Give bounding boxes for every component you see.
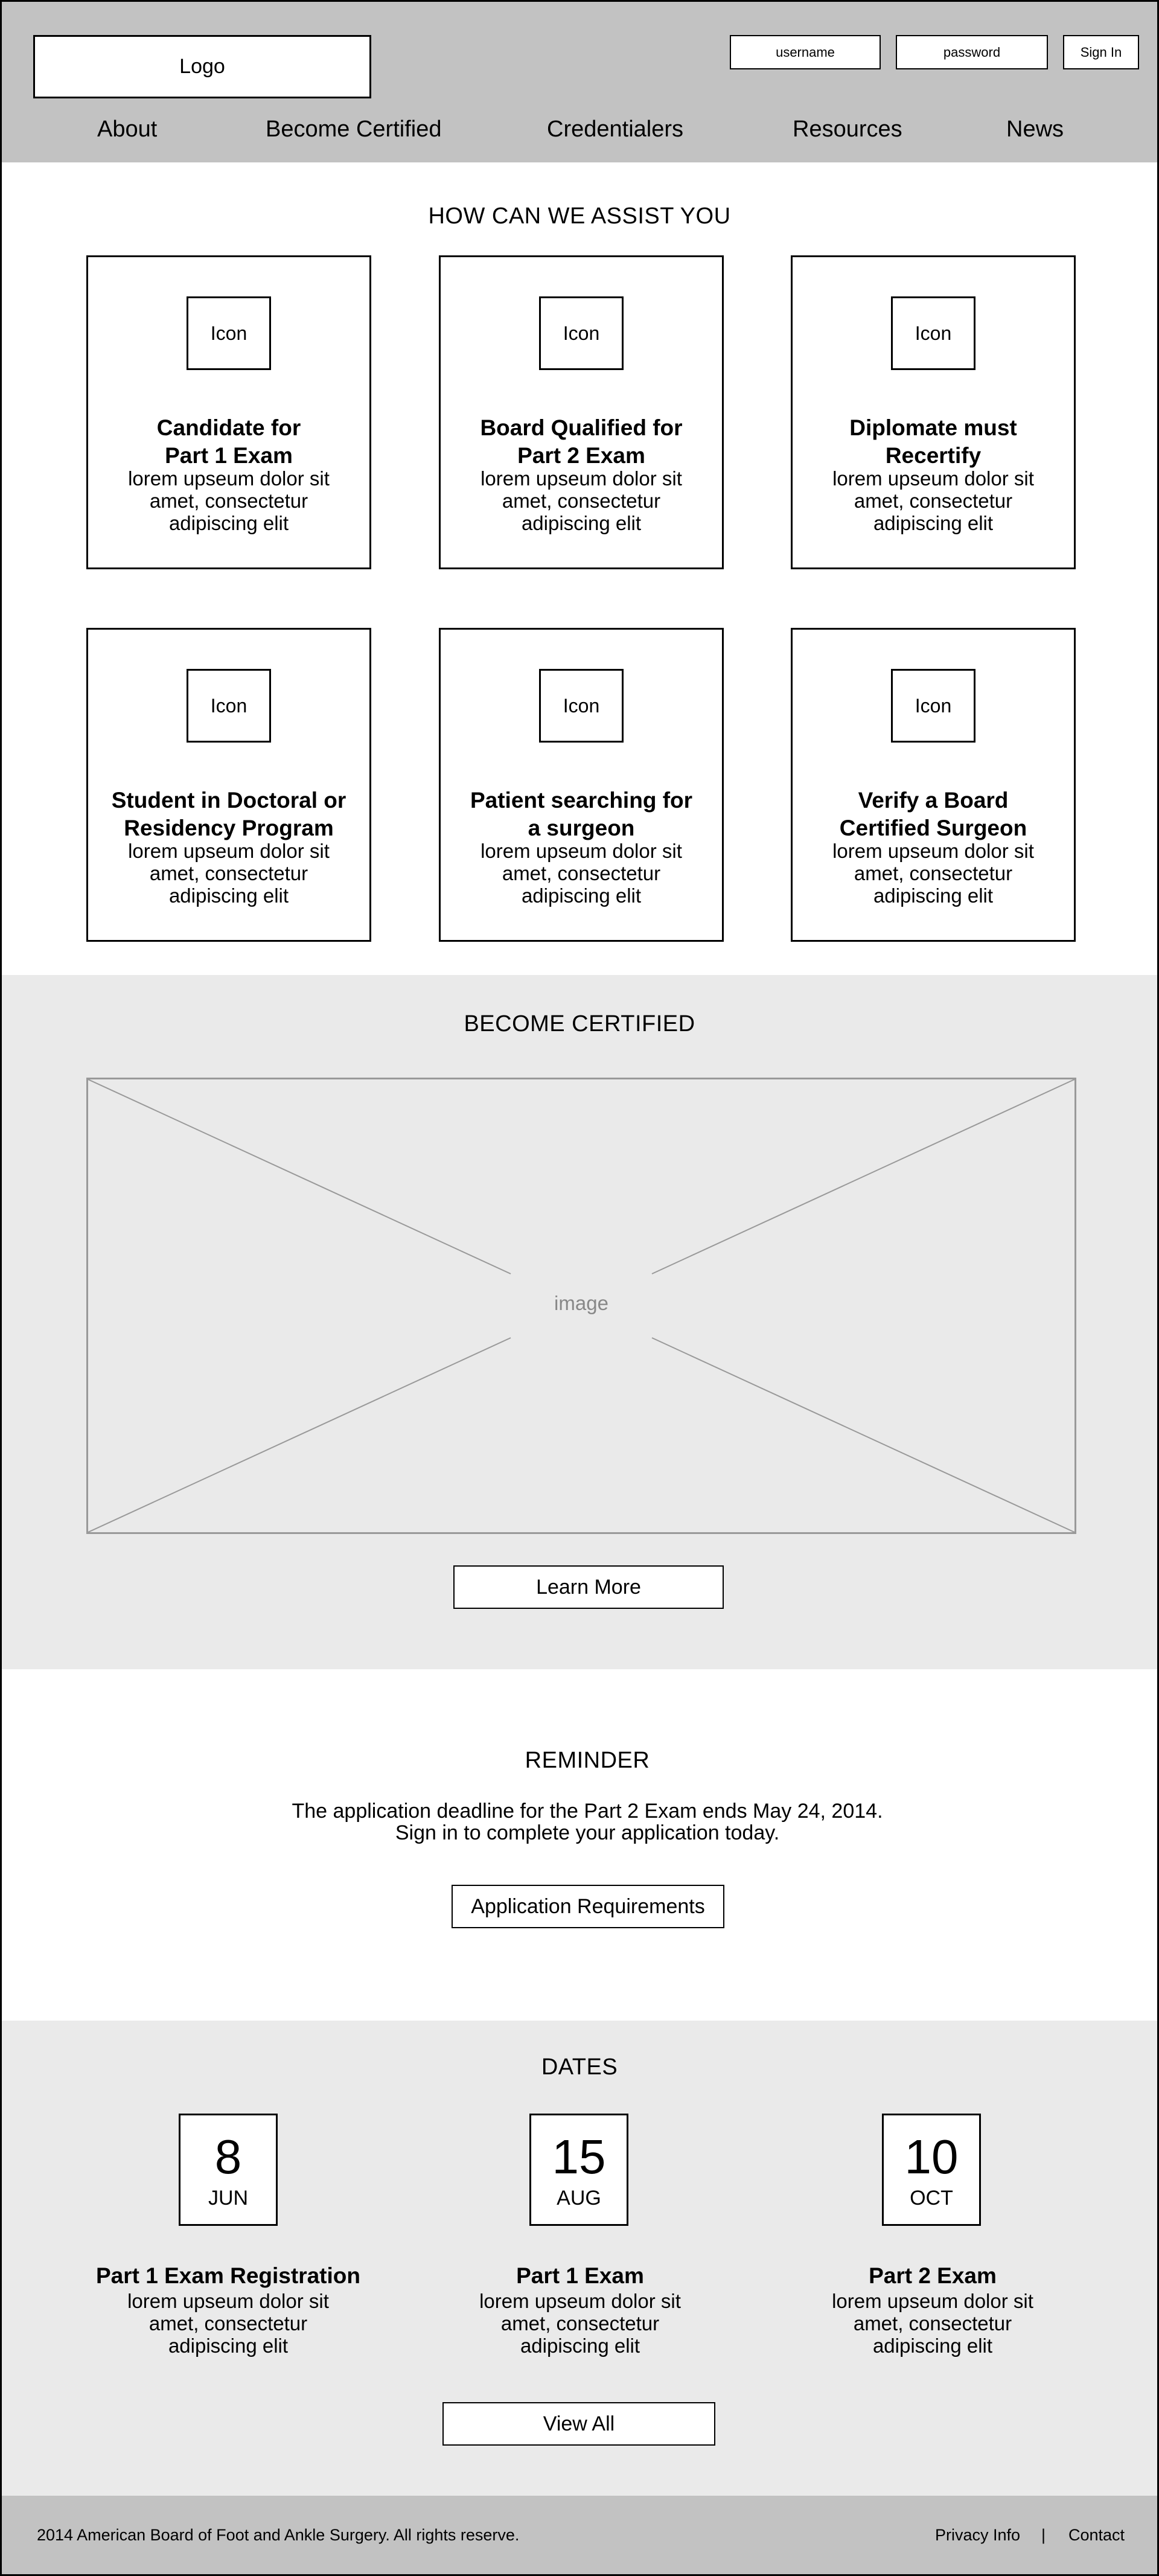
date-day: 15 <box>552 2130 606 2184</box>
assist-card[interactable] <box>86 628 371 942</box>
site-footer <box>2 2496 1157 2576</box>
assist-card[interactable] <box>791 255 1076 569</box>
assist-section-title: HOW CAN WE ASSIST YOU <box>428 203 731 229</box>
footer-separator: | <box>1041 2526 1046 2544</box>
copyright-text: 2014 American Board of Foot and Ankle Surgery. All rights reserve. <box>37 2526 520 2544</box>
date-badge <box>179 2114 278 2226</box>
card-icon: Icon <box>539 296 624 370</box>
date-month: JUN <box>208 2187 249 2210</box>
reminder-title: REMINDER <box>525 1748 650 1773</box>
assist-card[interactable] <box>791 628 1076 942</box>
main-nav <box>2 117 1157 149</box>
reminder-section <box>2 1669 1157 2021</box>
view-all-button[interactable]: View All <box>442 2402 715 2446</box>
card-icon: Icon <box>891 669 975 743</box>
nav-resources[interactable]: Resources <box>793 117 902 142</box>
date-event-title[interactable]: Part 1 Exam Registration <box>96 2263 360 2288</box>
reminder-message-line1: The application deadline for the Part 2 Exam ends May 24, 2014. <box>292 1800 883 1823</box>
date-badge <box>882 2114 981 2226</box>
card-title: Diplomate must Recertify <box>849 415 1017 468</box>
privacy-info-link[interactable]: Privacy Info <box>935 2526 1021 2544</box>
card-description: lorem upseum dolor sit amet, consectetur adipiscing elit <box>128 840 330 907</box>
logo[interactable]: Logo <box>33 35 371 98</box>
assist-card[interactable] <box>439 255 724 569</box>
nav-become-certified[interactable]: Become Certified <box>266 117 442 142</box>
card-title: Student in Doctoral or Residency Program <box>111 788 346 840</box>
image-placeholder <box>86 1078 1076 1534</box>
dates-title: DATES <box>541 2054 618 2080</box>
date-day: 10 <box>904 2130 959 2184</box>
card-icon: Icon <box>187 296 271 370</box>
date-badge <box>529 2114 628 2226</box>
card-title: Board Qualified for Part 2 Exam <box>480 415 683 468</box>
card-icon: Icon <box>891 296 975 370</box>
become-certified-section <box>2 975 1157 1669</box>
certified-section-title: BECOME CERTIFIED <box>464 1011 695 1037</box>
nav-credentialers[interactable]: Credentialers <box>547 117 683 142</box>
date-event-description: lorem upseum dolor sit amet, consectetur adipiscing elit <box>832 2290 1033 2357</box>
nav-about[interactable]: About <box>97 117 158 142</box>
card-description: lorem upseum dolor sit amet, consectetur adipiscing elit <box>832 467 1034 534</box>
assist-card[interactable] <box>439 628 724 942</box>
reminder-message-line2: Sign in to complete your application today. <box>395 1821 780 1844</box>
dates-section <box>2 2021 1157 2496</box>
card-description: lorem upseum dolor sit amet, consectetur adipiscing elit <box>481 840 682 907</box>
application-requirements-button[interactable]: Application Requirements <box>452 1885 724 1928</box>
card-description: lorem upseum dolor sit amet, consectetur adipiscing elit <box>128 467 330 534</box>
sign-in-button[interactable]: Sign In <box>1063 35 1139 69</box>
image-placeholder-label: image <box>554 1292 608 1314</box>
card-description: lorem upseum dolor sit amet, consectetur adipiscing elit <box>832 840 1034 907</box>
assist-card[interactable] <box>86 255 371 569</box>
username-field[interactable]: username <box>730 35 881 69</box>
site-header <box>2 2 1157 162</box>
date-month: OCT <box>910 2187 953 2210</box>
card-title: Verify a Board Certified Surgeon <box>839 788 1027 840</box>
date-month: AUG <box>557 2187 601 2210</box>
nav-news[interactable]: News <box>1006 117 1064 142</box>
date-event-description: lorem upseum dolor sit amet, consectetur adipiscing elit <box>479 2290 681 2357</box>
card-title: Patient searching for a surgeon <box>470 788 693 840</box>
card-title: Candidate for Part 1 Exam <box>156 415 301 468</box>
password-field[interactable]: password <box>896 35 1048 69</box>
date-event-title[interactable]: Part 2 Exam <box>869 2263 997 2288</box>
date-day: 8 <box>214 2130 242 2184</box>
card-icon: Icon <box>187 669 271 743</box>
learn-more-button[interactable]: Learn More <box>453 1565 724 1609</box>
date-event-description: lorem upseum dolor sit amet, consectetur adipiscing elit <box>127 2290 329 2357</box>
card-description: lorem upseum dolor sit amet, consectetur adipiscing elit <box>481 467 682 534</box>
contact-link[interactable]: Contact <box>1068 2526 1125 2544</box>
date-event-title[interactable]: Part 1 Exam <box>516 2263 644 2288</box>
card-icon: Icon <box>539 669 624 743</box>
